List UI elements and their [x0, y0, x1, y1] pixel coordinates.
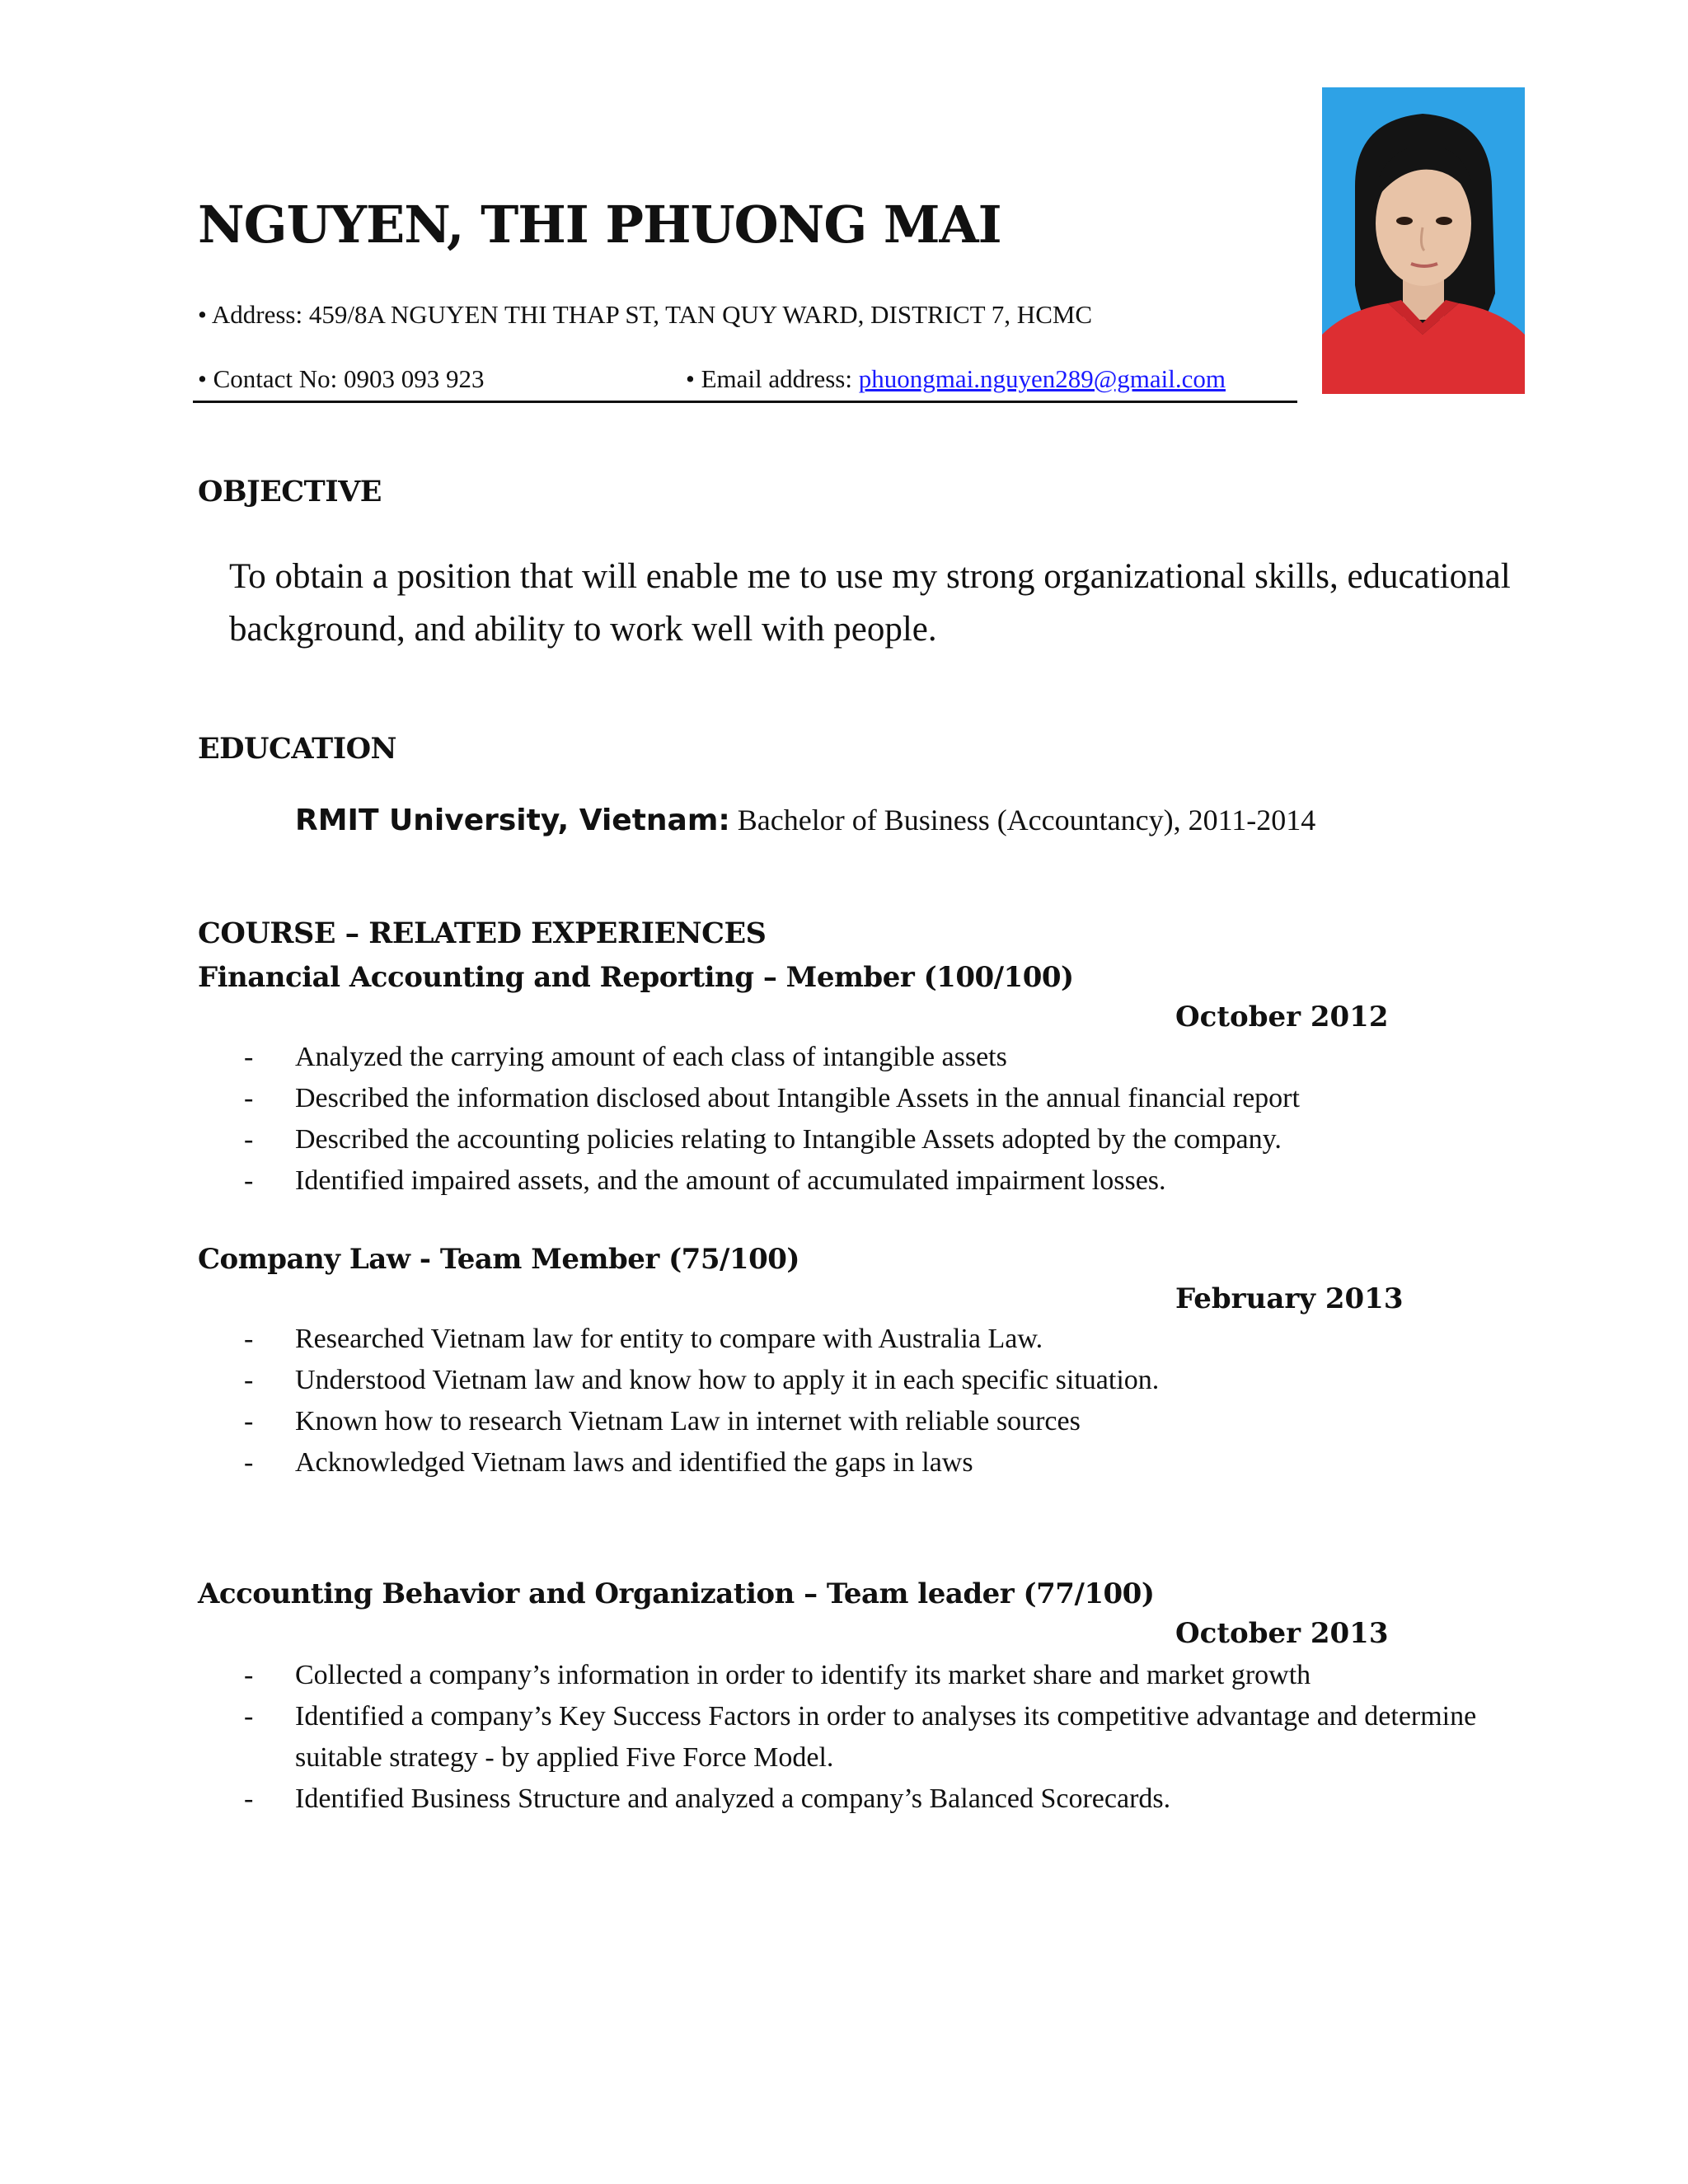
experience-title: Accounting Behavior and Organization – Team leader (77/100)	[198, 1577, 1155, 1610]
email-line	[686, 364, 1226, 394]
objective-heading: OBJECTIVE	[198, 475, 382, 509]
experience-date: February 2013	[1175, 1282, 1404, 1315]
address-line: • Address: 459/8A NGUYEN THI THAP ST, TAN QUY WARD, DISTRICT 7, HCMC	[198, 300, 1093, 329]
experience-title: Company Law - Team Member (75/100)	[198, 1243, 799, 1276]
experience-date: October 2012	[1175, 1001, 1389, 1033]
education-heading: EDUCATION	[198, 732, 397, 766]
bullet-item: - Researched Vietnam law for entity to compare with Australia Law.	[244, 1319, 1497, 1360]
bullet-dash: -	[244, 1365, 254, 1395]
education-entry	[295, 803, 1315, 837]
profile-photo	[1322, 87, 1525, 394]
bullet-dash: -	[244, 1447, 254, 1478]
email-link[interactable]: phuongmai.nguyen289@gmail.com	[858, 364, 1226, 393]
bullet-item: - Collected a company’s information in order to identify its market share and market growth	[244, 1655, 1480, 1696]
bullet-dash: -	[244, 1324, 254, 1354]
bullet-dash: -	[244, 1165, 254, 1196]
header-divider	[193, 401, 1297, 403]
experience-title: Financial Accounting and Reporting – Member (100/100)	[198, 961, 1074, 994]
education-school: RMIT University, Vietnam:	[295, 804, 730, 837]
contact-number: • Contact No: 0903 093 923	[198, 364, 485, 393]
bullet-item: - Acknowledged Vietnam laws and identified the gaps in laws	[244, 1442, 1497, 1483]
bullet-item: - Identified a company’s Key Success Factors in order to analyses its competitive advantage and determine suitable strategy - by applied Five Force Model.	[244, 1696, 1480, 1779]
bullet-dash: -	[244, 1660, 254, 1690]
education-degree: Bachelor of Business (Accountancy), 2011-2014	[729, 804, 1316, 837]
bullet-item: - Described the accounting policies relating to Intangible Assets adopted by the company.	[244, 1119, 1497, 1160]
bullet-dash: -	[244, 1042, 254, 1072]
experience-heading: COURSE – RELATED EXPERIENCES	[198, 916, 767, 950]
objective-text: To obtain a position that will enable me to use my strong organizational skills, educational background, and ability to work well with people.	[229, 557, 1511, 649]
experience-date: October 2013	[1175, 1617, 1389, 1650]
experience-bullets	[244, 1655, 1480, 1820]
bullet-dash: -	[244, 1406, 254, 1436]
bullet-item: - Known how to research Vietnam Law in internet with reliable sources	[244, 1401, 1497, 1442]
email-label: • Email address:	[686, 364, 859, 393]
resume-name: NGUYEN, THI PHUONG MAI	[198, 194, 1001, 255]
bullet-item: - Analyzed the carrying amount of each class of intangible assets	[244, 1037, 1497, 1078]
bullet-item: - Identified Business Structure and analyzed a company’s Balanced Scorecards.	[244, 1779, 1480, 1820]
bullet-item: - Identified impaired assets, and the amount of accumulated impairment losses.	[244, 1160, 1497, 1202]
experience-bullets	[244, 1319, 1497, 1483]
experience-bullets	[244, 1037, 1497, 1202]
bullet-item: - Understood Vietnam law and know how to apply it in each specific situation.	[244, 1360, 1497, 1401]
bullet-dash: -	[244, 1083, 254, 1113]
bullet-dash: -	[244, 1124, 254, 1155]
bullet-dash: -	[244, 1701, 254, 1732]
bullet-item: - Described the information disclosed about Intangible Assets in the annual financial report	[244, 1078, 1497, 1119]
bullet-dash: -	[244, 1783, 254, 1814]
